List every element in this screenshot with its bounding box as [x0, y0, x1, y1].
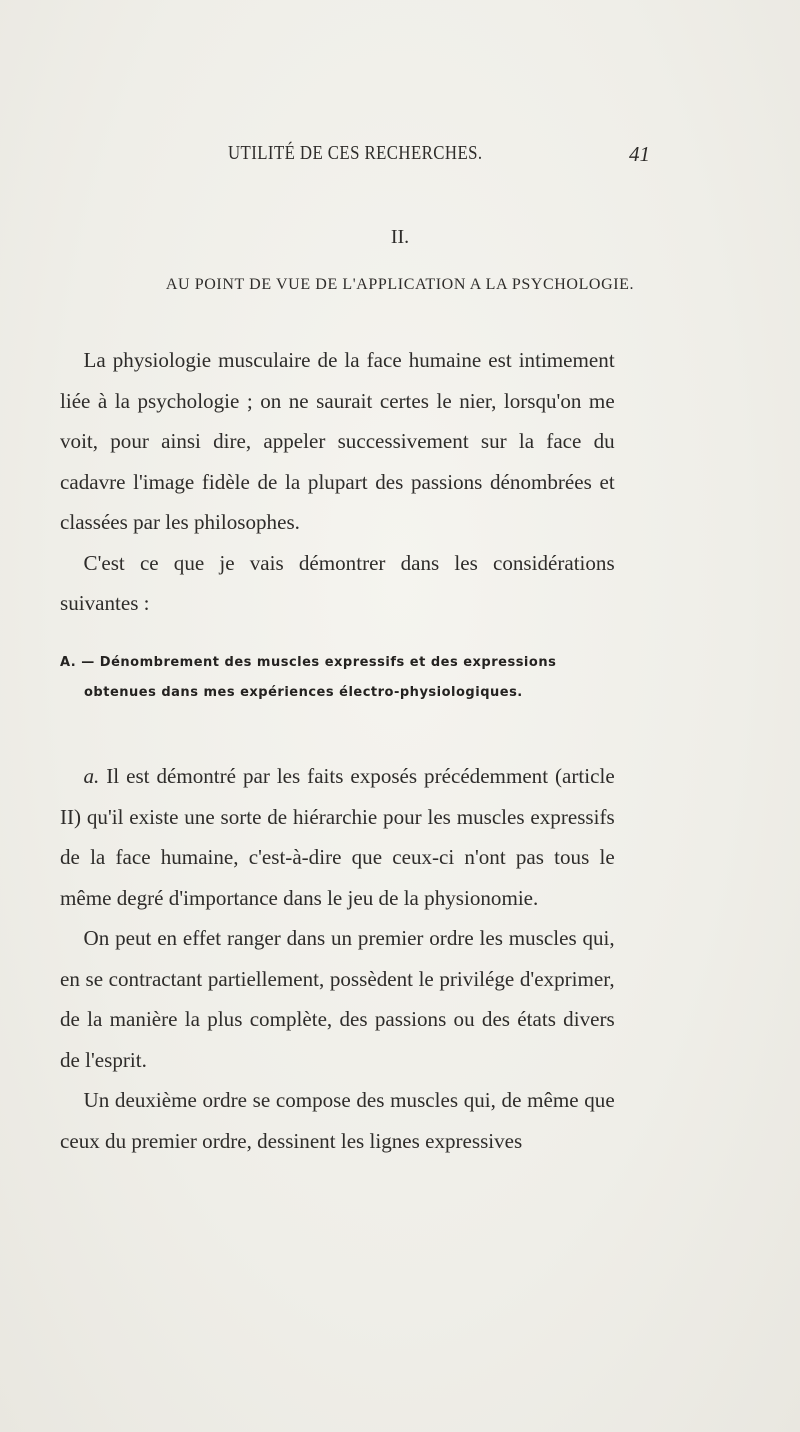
section-heading: AU POINT DE VUE DE L'APPLICATION A LA PSYCHOLOGIE. — [165, 276, 635, 293]
running-title: UTILITÉ DE CES RECHERCHES. — [228, 142, 483, 164]
paragraph-second-order: Un deuxième ordre se compose des muscles qui, de même que ceux du premier ordre, dessinent les lignes expressives — [60, 1088, 615, 1153]
paragraph-first-order: On peut en effet ranger dans un premier ordre les muscles qui, en se contractant partiellement, possèdent le privilége d'exprimer, de la manière la plus complète, des passions ou des états divers de l'esprit. — [60, 926, 615, 1072]
subsection-heading — [60, 648, 750, 708]
main-text — [60, 756, 615, 1161]
running-head — [130, 142, 650, 168]
intro-text — [60, 340, 615, 624]
page-number: 41 — [629, 142, 650, 166]
paragraph-a-text: Il est démontré par les faits exposés précédemment (article II) qu'il existe une sorte de hiérarchie pour les muscles expressifs de la face humaine, c'est-à-dire que ceux-ci n'ont pas tous le même degré d'importance dans le jeu de la physionomie. — [60, 764, 615, 910]
paragraph-intro-2: C'est ce que je vais démontrer dans les considérations suivantes : — [60, 550, 615, 615]
subsection-heading-line-1: A. — Dénombrement des muscles expressifs et des expressions — [60, 655, 557, 670]
paragraph-a — [60, 756, 615, 918]
paragraph-a-label: a. — [83, 764, 100, 788]
paragraph-intro-1: La physiologie musculaire de la face humaine est intimement liée à la psychologie ; on ne saurait certes le nier, lorsqu'on me voit, pour ainsi dire, appeler successivement sur la face du cadavre l'image fidèle de la plupart des passions dénombrées et classées par les philosophes. — [60, 348, 615, 534]
section-number: II. — [390, 226, 410, 248]
subsection-heading-line-2: obtenues dans mes expériences électro-physiologiques. — [84, 685, 523, 700]
